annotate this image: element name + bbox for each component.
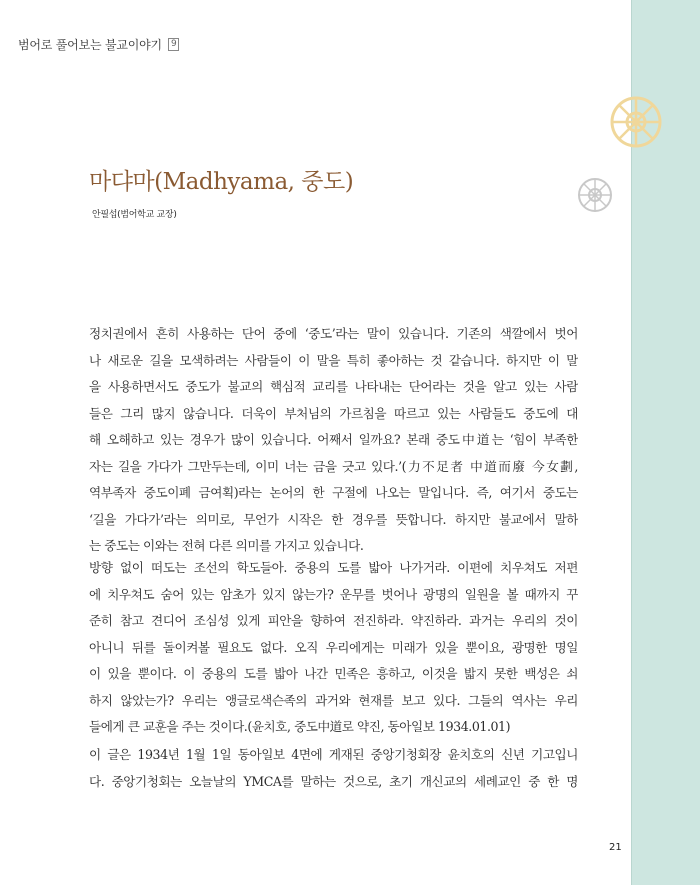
text-line: 이 있을 뿐이다. 이 중용의 도를 밟아 나간 민족은 흥하고, 이것을 밟지 못한 백성은 쇠: [89, 666, 578, 681]
page-number: 21: [609, 842, 622, 853]
text-line: 아니니 뒤를 돌이켜볼 필요도 없다. 오직 우리에게는 미래가 있을 뿐이요, 광명한 명일: [89, 639, 578, 655]
text-line: 을 사용하면서도 중도가 불교의 핵심적 교리를 나타내는 단어라는 것을 알고 있는 사람: [89, 379, 578, 394]
text-line: 다. 중앙기청회는 오늘날의 YMCA를 말하는 것으로, 초기 개신교의 세례교인 중 한 명: [89, 773, 578, 789]
text-line: 역부족자 중도이폐 금여획)라는 논어의 한 구절에 나오는 말입니다. 즉, 여기서 중도는: [89, 485, 578, 500]
text-line: 에 치우쳐도 숨어 있는 암초가 있지 않는가? 운무를 벗어나 광명의 일원을 볼 때까지 꾸: [89, 586, 578, 602]
text-line: 해 오해하고 있는 경우가 많이 있습니다. 어째서 일까요? 본래 중도中道는 ‘힘이 부족한: [89, 432, 578, 447]
dharma-wheel-gold-icon: [606, 92, 666, 152]
text-line: ‘길을 가다가’라는 의미로, 무언가 시작은 한 경우를 뜻합니다. 하지만 불교에서 말하: [89, 511, 578, 527]
paragraph-2-quote: [89, 555, 578, 741]
running-header: [18, 36, 179, 53]
text-line: 준히 참고 견디어 조심성 있게 피안을 향하여 전진하라. 약진하라. 과거는 우리의 것이: [89, 613, 578, 628]
text-line: 방향 없이 떠도는 조선의 학도들아. 중용의 도를 밟아 나가거라. 이편에 치우쳐도 저편: [89, 560, 578, 575]
series-title: 범어로 풀어보는 불교이야기: [18, 38, 162, 52]
issue-number-badge: 9: [168, 38, 180, 51]
text-line: 나 새로운 길을 모색하려는 사람들이 이 말을 특히 좋아하는 것 같습니다. 하지만 이 말: [89, 352, 578, 368]
text-line: 들에게 큰 교훈을 주는 것이다.(윤치호, 중도中道로 약진, 동아일보 1934.01.01): [89, 719, 511, 734]
text-line: 자는 길을 가다가 그만두는데, 이미 너는 금을 긋고 있다.’(力不足者 中道而廢 今女劃,: [89, 458, 578, 474]
text-line: 들은 그리 많지 않습니다. 더욱이 부처님의 가르침을 따르고 있는 사람들도 중도에 대: [89, 405, 578, 421]
paragraph-1: [89, 321, 578, 560]
text-line: 이 글은 1934년 1월 1일 동아일보 4면에 게재된 중앙기청회장 윤치호의 신년 기고입니: [89, 747, 578, 762]
dharma-wheel-grey-icon: [576, 176, 614, 214]
text-line: 하지 않았는가? 우리는 앵글로색슨족의 과거와 현재를 보고 있다. 그들의 역사는 우리: [89, 692, 578, 708]
text-line: 는 중도는 이와는 전혀 다른 의미를 가지고 있습니다.: [89, 538, 364, 553]
article-author: 안필섭(범어학교 교장): [92, 210, 177, 220]
paragraph-3: [89, 742, 578, 795]
text-line: 정치권에서 흔히 사용하는 단어 중에 ‘중도’라는 말이 있습니다. 기존의 색깔에서 벗어: [89, 326, 578, 341]
article-title: 마댜마(Madhyama, 중도): [89, 169, 354, 195]
